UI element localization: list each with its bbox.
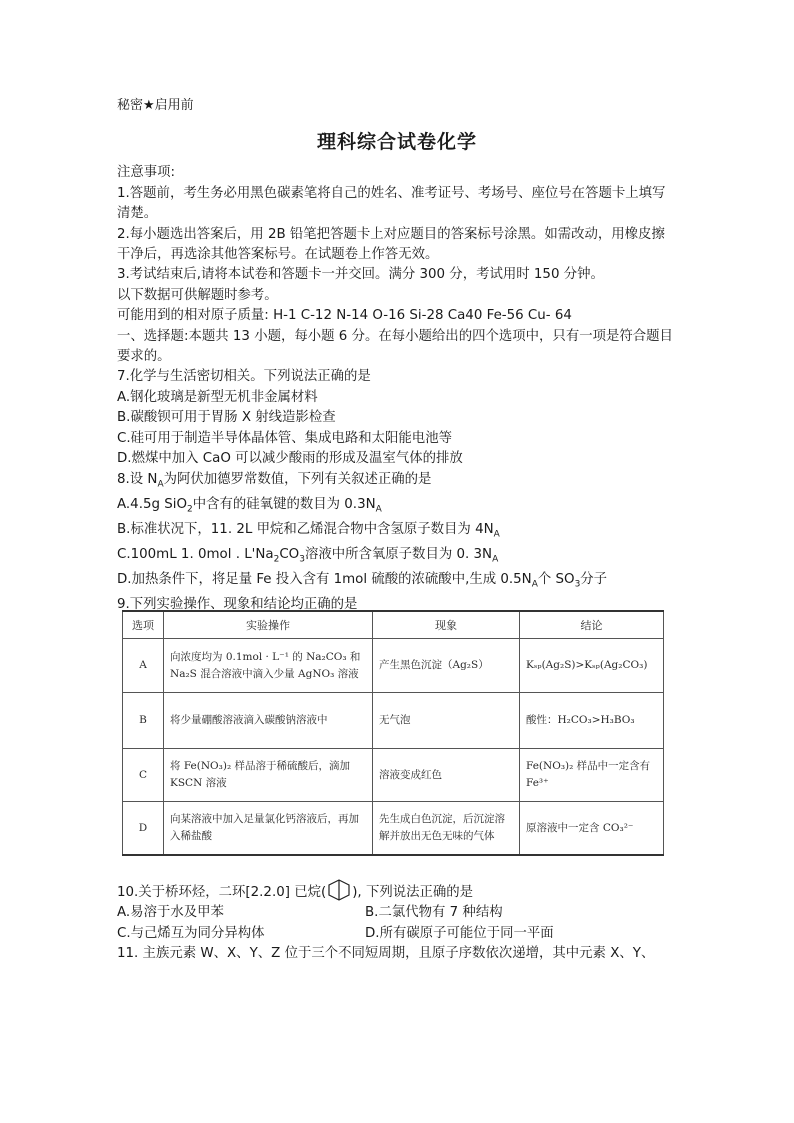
table-row: [123, 749, 664, 802]
row-operation: 将 Fe(NO₃)₂ 样品溶于稀硫酸后，滴加 KSCN 溶液: [164, 749, 373, 802]
row-conclusion: 原溶液中一定含 CO₃²⁻: [520, 802, 664, 856]
question-8-option-c: C.100mL 1. 0mol . $L'Na_2CO_3$溶液中所含氧原子数目为 0. $3N_A$: [117, 546, 499, 565]
question-8-stem: 8.设 $N_A$为阿伏加德罗常数值，下列有关叙述正确的是: [117, 471, 432, 490]
question-10-stem: 10.关于桥环烃，二环[2.2.0] 已烷( ), 下列说法正确的是: [117, 882, 677, 903]
bicyclohexane-structure-icon: [326, 878, 352, 902]
question-10-option-b: B.二氯代物有 7 种结构: [365, 905, 503, 921]
question-7-option-a: A.钢化玻璃是新型无机非金属材料: [117, 389, 318, 405]
header-conclusion: 结论: [520, 611, 664, 639]
question-9-stem: 9.下列实验操作、现象和结论均正确的是: [117, 596, 358, 612]
row-option: D: [123, 802, 164, 856]
question-10-options-row-1: [117, 903, 677, 923]
row-conclusion: 酸性：H₂CO₃>H₃BO₃: [520, 693, 664, 749]
question-10-options-row-2: [117, 924, 677, 944]
row-phenomenon: 先生成白色沉淀，后沉淀溶解并放出无色无味的气体: [373, 802, 520, 856]
question-8-option-a: A.4.5g SiO$_2$中含有的硅氧键的数目为 $0.3N_A$: [117, 496, 382, 515]
row-conclusion: Fe(NO₃)₂ 样品中一定含有 Fe³⁺: [520, 749, 664, 802]
header-option: 选项: [123, 611, 164, 639]
header-operation: 实验操作: [164, 611, 373, 639]
row-operation: 将少量硼酸溶液滴入碳酸钠溶液中: [164, 693, 373, 749]
row-option: A: [123, 639, 164, 693]
exam-page: [117, 96, 677, 615]
page-title: 理科综合试卷化学: [316, 131, 477, 154]
atomic-masses: 可能用到的相对原子质量: H-1 C-12 N-14 O-16 Si-28 Ca40 Fe-56 Cu- 64: [117, 308, 572, 324]
row-option: C: [123, 749, 164, 802]
question-11-stem: 11. 主族元素 W、X、Y、Z 位于三个不同短周期，且原子序数依次递增，其中元素 X、Y、: [117, 946, 655, 962]
row-operation: 向某溶液中加入足量氯化钙溶液后，再加入稀盐酸: [164, 802, 373, 856]
question-7-option-c: C.硅可用于制造半导体晶体管、集成电路和太阳能电池等: [117, 430, 452, 446]
section-heading: 一、选择题:本题共 13 小题，每小题 6 分。在每小题给出的四个选项中，只有一项是符合题目要求的。: [117, 328, 673, 365]
question-8-option-d: D.加热条件下，将足量 Fe 投入含有 1mol 硫酸的浓硫酸中,生成 $0.5N_A$个 $SO_3$分子: [117, 571, 608, 590]
question-10-option-c: C.与己烯互为同分异构体: [117, 925, 265, 941]
header-phenomenon: 现象: [373, 611, 520, 639]
row-phenomenon: 产生黑色沉淀（Ag₂S）: [373, 639, 520, 693]
row-phenomenon: 无气泡: [373, 693, 520, 749]
note-item-3: 3.考试结束后,请将本试卷和答题卡一并交回。满分 300 分，考试用时 150 分钟。: [117, 267, 604, 283]
questions-after-table: [117, 882, 677, 965]
question-7-option-b: B.碳酸钡可用于胃肠 X 射线造影检查: [117, 410, 336, 426]
notes-heading: 注意事项:: [117, 165, 176, 181]
question-10-option-a: A.易溶于水及甲苯: [117, 905, 224, 921]
question-7-stem: 7.化学与生活密切相关。下列说法正确的是: [117, 369, 371, 385]
experiment-table: [122, 610, 664, 856]
row-conclusion: Kₛₚ(Ag₂S)>Kₛₚ(Ag₂CO₃): [520, 639, 664, 693]
row-option: B: [123, 693, 164, 749]
row-operation: 向浓度均为 0.1mol · L⁻¹ 的 Na₂CO₃ 和 Na₂S 混合溶液中滴入少量 AgNO₃ 溶液: [164, 639, 373, 693]
row-phenomenon: 溶液变成红色: [373, 749, 520, 802]
table-header-row: [123, 611, 664, 639]
table-row: [123, 639, 664, 693]
data-note: 以下数据可供解题时参考。: [117, 287, 278, 303]
note-item-2: 2.每小题选出答案后，用 2B 铅笔把答题卡上对应题目的答案标号涂黑。如需改动，用橡皮擦干净后，再选涂其他答案标号。在试题卷上作答无效。: [117, 226, 665, 263]
table-row: [123, 802, 664, 856]
question-8-option-b: B.标准状况下，11. 2L 甲烷和乙烯混合物中含氢原子数目为 $4N_A$: [117, 521, 500, 540]
question-10-option-d: D.所有碳原子可能位于同一平面: [365, 925, 554, 941]
table-row: [123, 693, 664, 749]
secret-label: 秘密★启用前: [117, 98, 194, 113]
question-7-option-d: D.燃煤中加入 CaO 可以减少酸雨的形成及温室气体的排放: [117, 451, 463, 467]
note-item-1: 1.答题前，考生务必用黑色碳素笔将自己的姓名、准考证号、考场号、座位号在答题卡上填写清楚。: [117, 185, 666, 222]
